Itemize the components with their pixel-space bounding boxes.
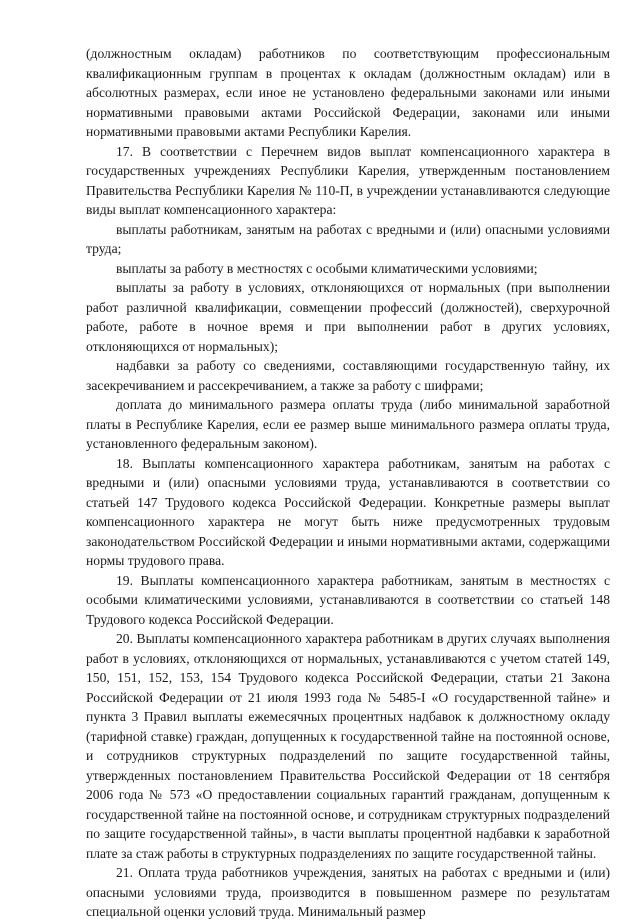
list-item-minimum-wage: доплата до минимального размера оплаты труда (либо минимальной заработной платы в Республике Карелия, если ее размер выше минимального размера оплаты труда, установленного федеральным законом). [86,397,610,451]
list-item-abnormal-conditions: выплаты за работу в условиях, отклоняющихся от нормальных (при выполнении работ различной квалификации, совмещении профессий (должностей), сверхурочной работе, работе в ночное время и при выполнении работ в других условиях, отклоняющихся от нормальных); [86,280,610,354]
document-page [86,44,610,922]
paragraph-continuation: (должностным окладам) работников по соответствующим профессиональным квалификационным группам в процентах к окладам (должностным окладам) или в абсолютных размерах, если иное не установлено федеральными законами или иными нормативными правовыми актами Российской Федерации, законами или иными нормативными правовыми актами Республики Карелия. [86,46,610,139]
list-item-harmful-conditions: выплаты работникам, занятым на работах с вредными и (или) опасными условиями труда; [86,221,610,256]
paragraph-20: 20. Выплаты компенсационного характера работникам в других случаях выполнения работ в условиях, отклоняющихся от нормальных, устанавливаются с учетом статей 149, 150, 151, 152, 153, 154 Трудового кодекса Российской Федерации, статьи 21 Закона Российской Федерации от 21 июля 1993 года № 5485-I «О государственной тайне» и пункта 3 Правил выплаты ежемесячных процентных надбавок к должностному окладу (тарифной ставке) граждан, допущенных к государственной тайне на постоянной основе, и сотрудников структурных подразделений по защите государственной тайны, утвержденных постановлением Правительства Российской Федерации от 18 сентября 2006 года № 573 «О предоставлении социальных гарантий гражданам, допущенным к государственной тайне на постоянной основе, и сотрудникам структурных подразделений по защите государственной тайны», в части выплаты процентной надбавки к заработной плате за стаж работы в структурных подразделениях по защите государственной тайны. [86,631,610,861]
paragraph-19: 19. Выплаты компенсационного характера работникам, занятым в местностях с особыми климатическими условиями, устанавливаются в соответствии со статьей 148 Трудового кодекса Российской Федерации. [86,572,610,627]
paragraph-21: 21. Оплата труда работников учреждения, занятых на работах с вредными и (или) опасными условиями труда, производится в повышенном размере по результатам специальной оценки условий труда. Минимальный размер [86,865,610,919]
list-item-climatic-conditions: выплаты за работу в местностях с особыми климатическими условиями; [116,260,538,276]
paragraph-17: 17. В соответствии с Перечнем видов выплат компенсационного характера в государственных учреждениях Республики Карелия, утвержденным постановлением Правительства Республики Карелия № 110-П, в учреждении устанавливаются следующие виды выплат компенсационного характера: [86,143,610,217]
paragraph-18: 18. Выплаты компенсационного характера работникам, занятым на работах с вредными и (или) опасными условиями труда, устанавливаются в соответствии со статьей 147 Трудового кодекса Российской Федерации. Конкретные размеры выплат компенсационного характера не могут быть ниже предусмотренных трудовым законодательством Российской Федерации и иными нормативными актами, содержащими нормы трудового права. [86,455,610,568]
list-item-state-secret: надбавки за работу со сведениями, составляющими государственную тайну, их засекречиванием и рассекречиванием, а также за работу с шифрами; [86,358,610,393]
